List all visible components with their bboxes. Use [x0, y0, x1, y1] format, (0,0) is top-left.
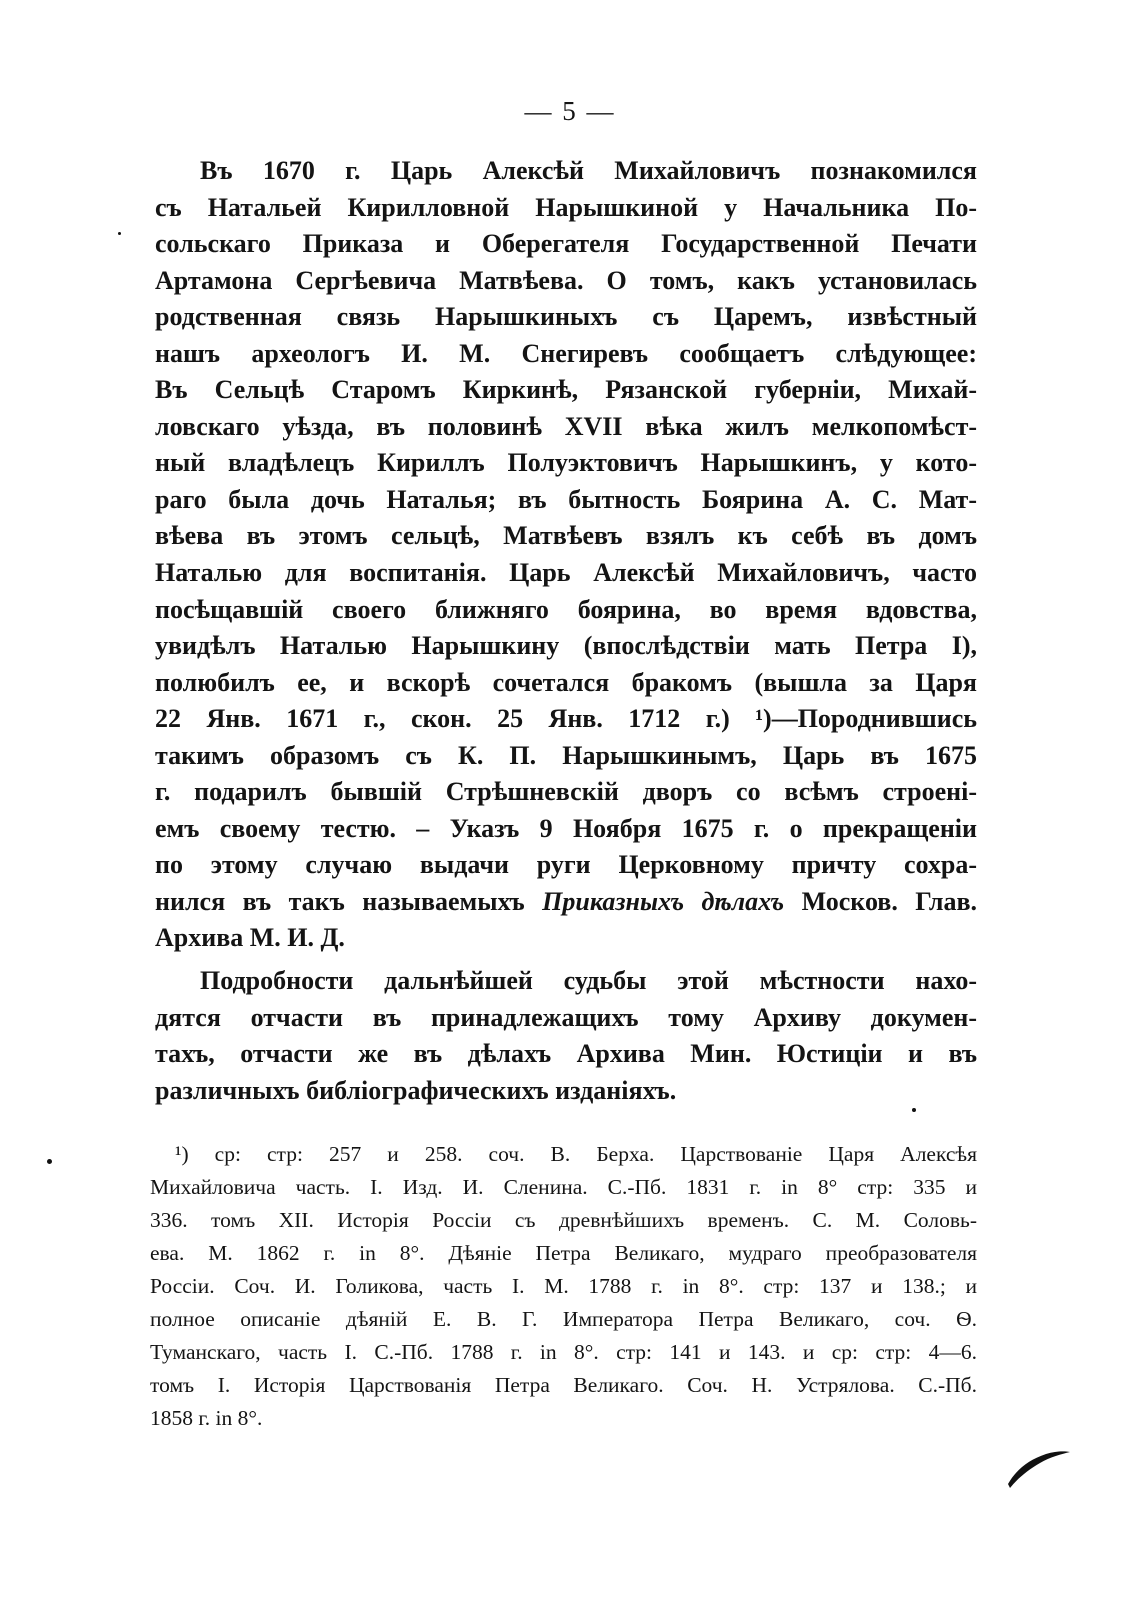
text-line-with-italic [155, 884, 977, 921]
text-segment: Москов. Глав. [801, 886, 978, 916]
scan-speck [47, 1159, 52, 1164]
page-number: — 5 — [524, 96, 616, 126]
text-line: Архива М. И. Д. [155, 923, 345, 953]
text-line: Подробности дальнѣйшей судьбы этой мѣстности нахо- [200, 966, 977, 996]
text-line: посѣщавшій своего ближняго боярина, во время вдовства, [155, 594, 977, 624]
text-line: увидѣлъ Наталью Нарышкину (впослѣдствіи мать Петра I), [155, 631, 977, 661]
text-line: 22 Янв. 1671 г., скон. 25 Янв. 1712 г.) ¹)—Породнившись [155, 704, 977, 734]
footnote-line: ева. М. 1862 г. in 8°. Дѣяніе Петра Великаго, мудраго преобразователя [150, 1241, 977, 1265]
footnote-line: 336. томъ XII. Исторія Россіи съ древнѣйшихъ временъ. С. М. Соловь- [150, 1208, 977, 1232]
italic-title: Приказныхъ дѣлахъ [542, 886, 785, 916]
text-line: Въ 1670 г. Царь Алексѣй Михайловичъ познакомился [200, 156, 977, 185]
text-line: Въ Сельцѣ Старомъ Киркинѣ, Рязанской губерніи, Михай- [155, 375, 977, 405]
text-line: дятся отчасти въ принадлежащихъ тому Архиву докумен- [155, 1002, 977, 1032]
text-line: раго была дочь Наталья; въ бытность Боярина А. С. Мат- [155, 484, 977, 514]
footnote-line: Россіи. Соч. И. Голикова, часть I. М. 1788 г. in 8°. стр: 137 и 138.; и [150, 1274, 977, 1298]
text-line: различныхъ библіографическихъ изданіяхъ. [155, 1075, 677, 1105]
text-line: г. подарилъ бывшій Стрѣшневскій дворъ со всѣмъ строені- [155, 777, 977, 807]
footnote-line: Михайловича часть. I. Изд. И. Сленина. С.-Пб. 1831 г. in 8° стр: 335 и [150, 1175, 977, 1199]
text-line: вѣева въ этомъ сельцѣ, Матвѣевъ взялъ къ себѣ въ домъ [155, 521, 977, 551]
text-line: полюбилъ ее, и вскорѣ сочетался бракомъ (вышла за Царя [155, 667, 977, 697]
text-line: ный владѣлецъ Кириллъ Полуэктовичъ Нарышкинъ, у кото- [155, 448, 977, 478]
text-line: нашъ археологъ И. М. Снегиревъ сообщаетъ слѣдующее: [155, 338, 977, 368]
footnote-line: Туманскаго, часть I. С.-Пб. 1788 г. in 8°. стр: 141 и 143. и ср: стр: 4—6. [150, 1340, 977, 1364]
footnote-line: 1858 г. in 8°. [150, 1406, 263, 1430]
text-line: тахъ, отчасти же въ дѣлахъ Архива Мин. Юстиціи и въ [155, 1039, 977, 1069]
text-line: родственная связь Нарышкиныхъ съ Царемъ, извѣстный [155, 302, 977, 332]
footnote-line: томъ I. Исторія Царствованія Петра Великаго. Соч. Н. Устрялова. С.-Пб. [150, 1373, 977, 1397]
main-text [155, 153, 977, 1109]
text-line: по этому случаю выдачи руги Церковному причту сохра- [155, 850, 977, 880]
pen-stroke-mark [1004, 1440, 1074, 1492]
paragraph-2 [155, 963, 977, 1109]
text-segment: нился въ такъ называемыхъ [155, 886, 525, 916]
scan-speck [912, 1108, 916, 1112]
text-line: такимъ образомъ съ К. П. Нарышкинымъ, Царь въ 1675 [155, 740, 977, 770]
text-line: Артамона Сергѣевича Матвѣева. О томъ, какъ установилась [155, 265, 977, 295]
paragraph-1 [155, 153, 977, 957]
text-line: сольскаго Приказа и Оберегателя Государственной Печати [155, 229, 977, 259]
text-line: Наталью для воспитанія. Царь Алексѣй Михайловичъ, часто [155, 558, 977, 588]
text-line: емъ своему тестю. – Указъ 9 Ноября 1675 г. о прекращеніи [155, 813, 977, 843]
footnote [150, 1138, 977, 1435]
footnote-line: ¹) ср: стр: 257 и 258. соч. В. Берха. Царствованіе Царя Алексѣя [175, 1142, 977, 1166]
text-line: ловскаго уѣзда, въ половинѣ XVII вѣка жилъ мелкопомѣст- [155, 411, 977, 441]
text-line: съ Натальей Кирилловной Нарышкиной у Начальника По- [155, 192, 977, 222]
footnote-line: полное описаніе дѣяній Е. В. Г. Императора Петра Великаго, соч. Ѳ. [150, 1307, 977, 1331]
scan-speck [118, 232, 121, 235]
